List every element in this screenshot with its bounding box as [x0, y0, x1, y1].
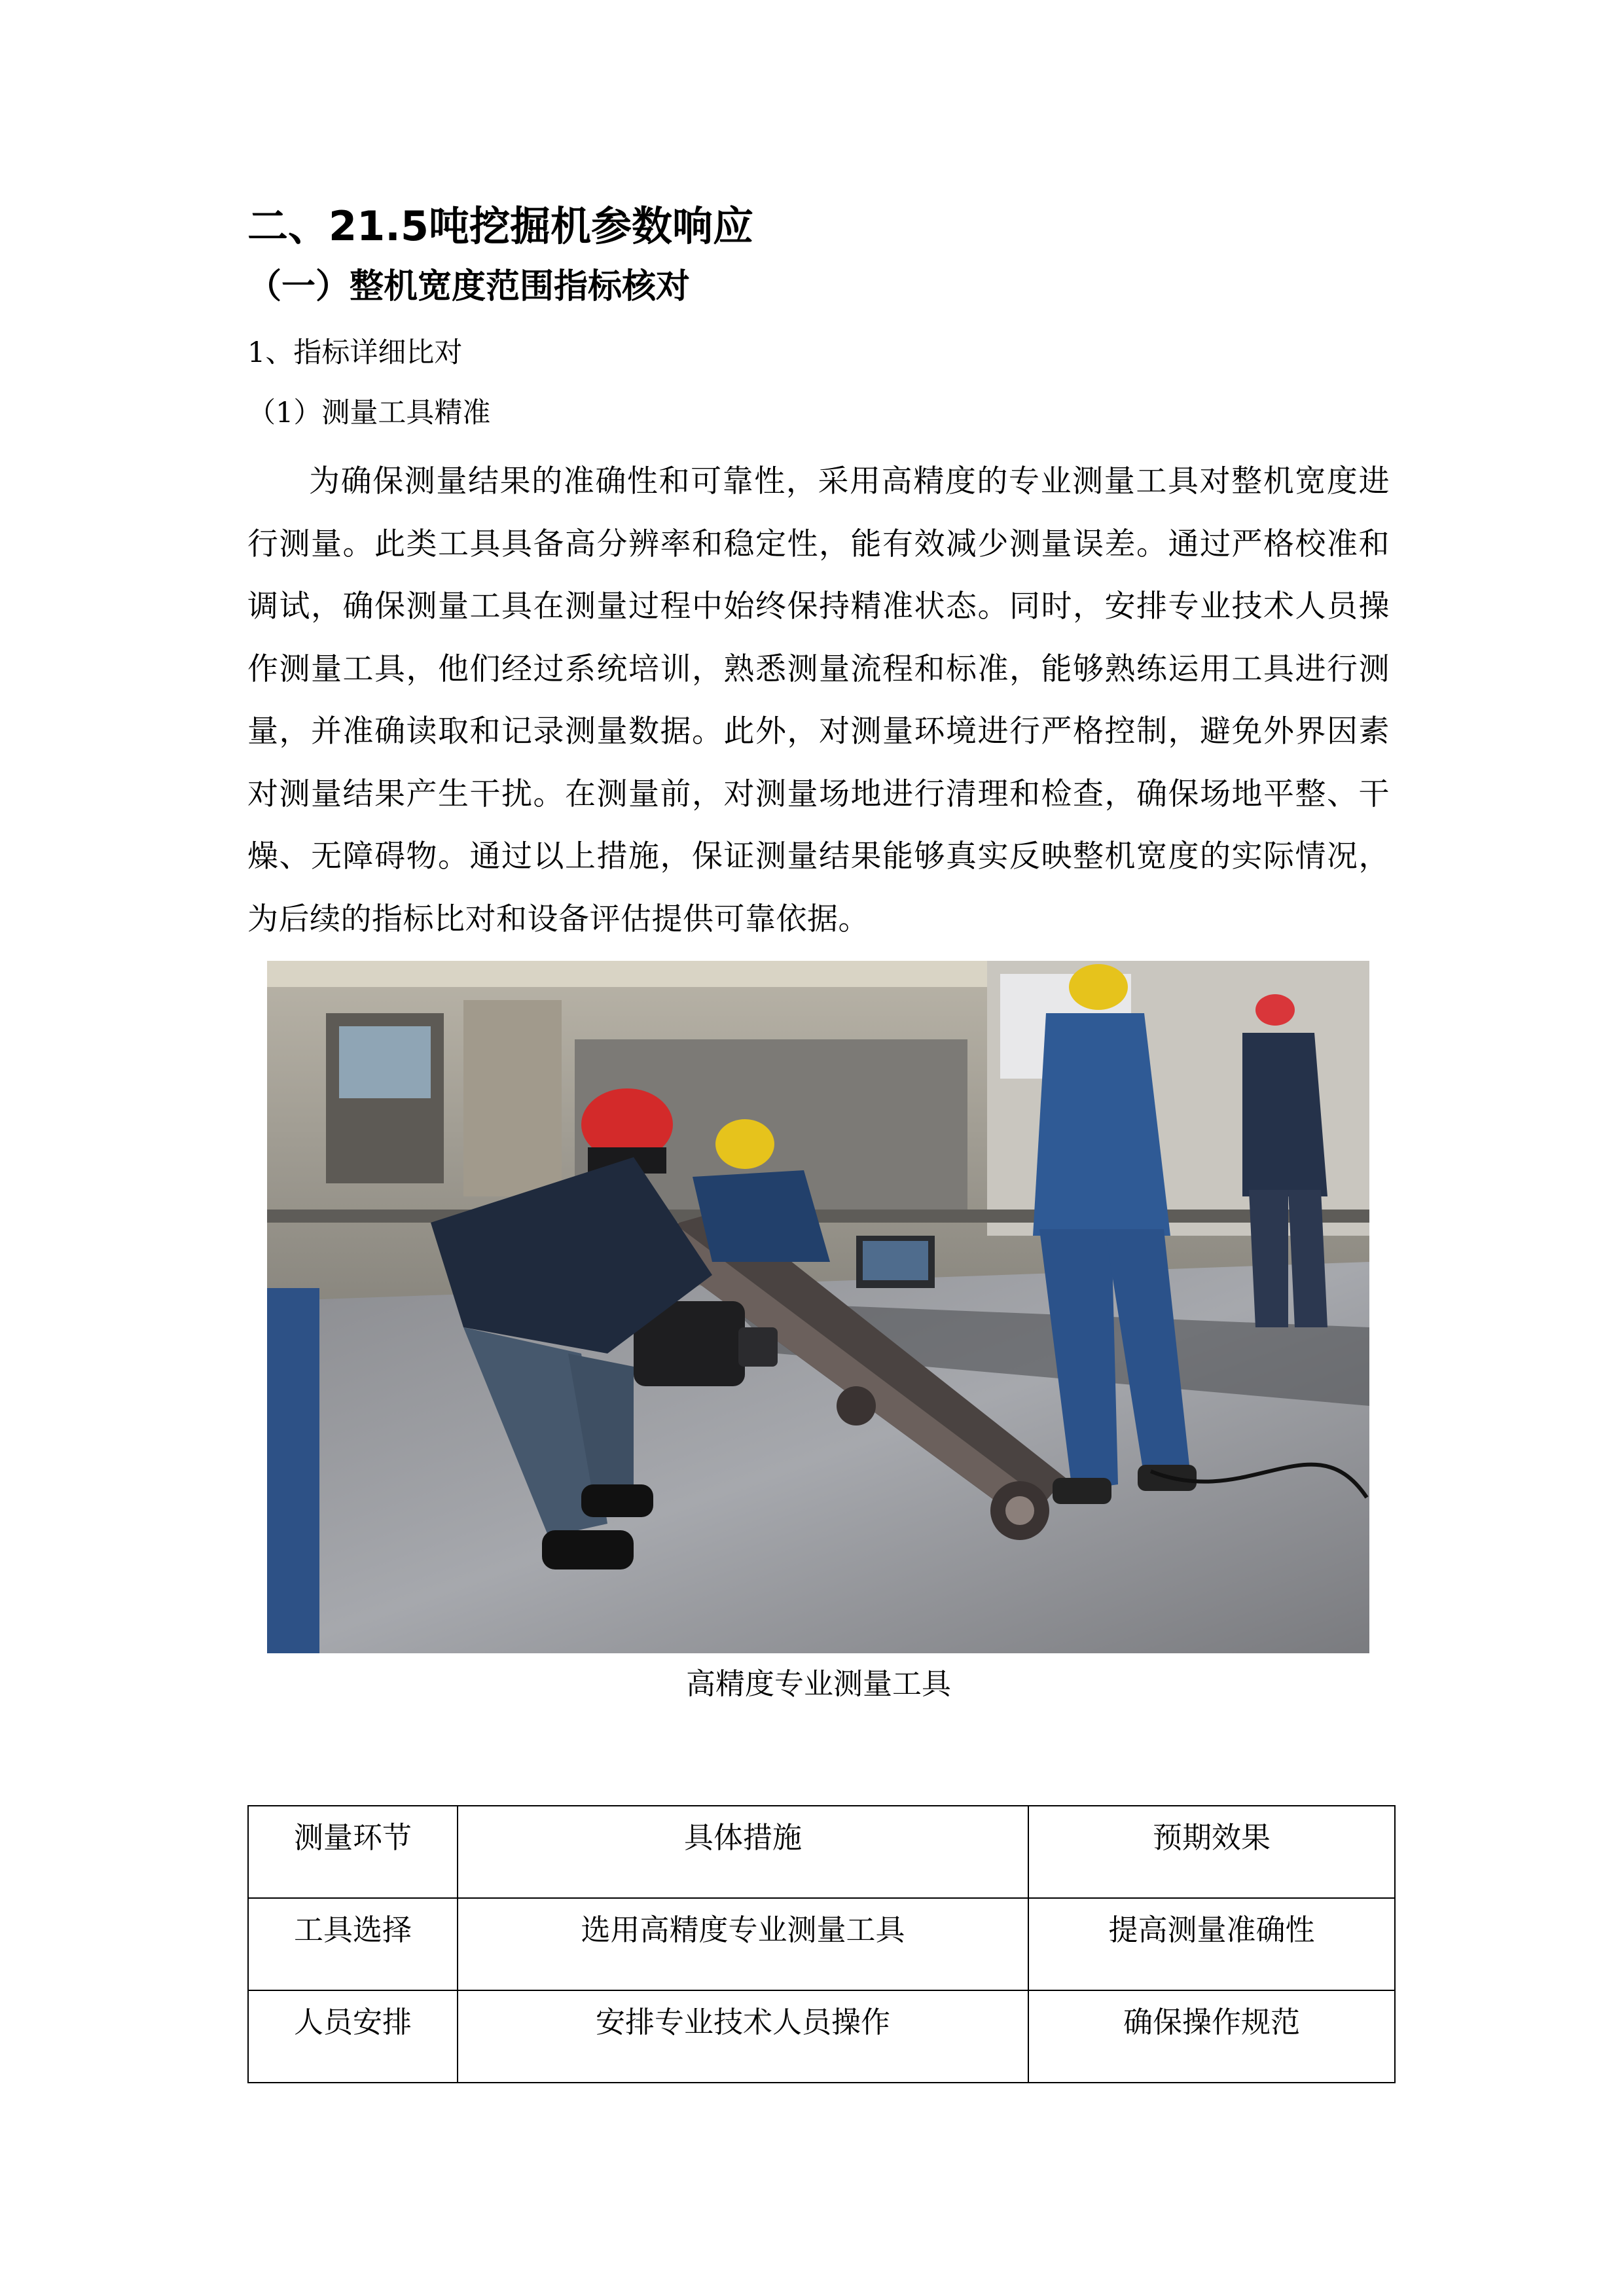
figure-caption: 高精度专业测量工具	[685, 1666, 951, 1701]
table-cell: 提高测量准确性	[1028, 1898, 1395, 1990]
table-header-row	[248, 1806, 1395, 1898]
table-cell: 人员安排	[248, 1990, 458, 2083]
section-heading: 二、21.5吨挖掘机参数响应	[247, 202, 753, 250]
table-header-cell: 测量环节	[248, 1806, 458, 1898]
table-cell: 选用高精度专业测量工具	[458, 1898, 1028, 1990]
table-row	[248, 1990, 1395, 2083]
subsection-heading: （一）整机宽度范围指标核对	[247, 266, 691, 306]
subitem-heading: （1）测量工具精准	[247, 397, 491, 429]
body-paragraph: 为确保测量结果的准确性和可靠性，采用高精度的专业测量工具对整机宽度进行测量。此类工具具备高分辨率和稳定性，能有效减少测量误差。通过严格校准和调试，确保测量工具在测量过程中始终保持精准状态。同时，安排专业技术人员操作测量工具，他们经过系统培训，熟悉测量流程和标准，能够熟练运用工具进行测量，并准确读取和记录测量数据。此外，对测量环境进行严格控制，避免外界因素对测量结果产生干扰。在测量前，对测量场地进行清理和检查，确保场地平整、干燥、无障碍物。通过以上措施，保证测量结果能够真实反映整机宽度的实际情况，为后续的指标比对和设备评估提供可靠依据。	[247, 463, 1390, 937]
measurement-table	[247, 1805, 1396, 2083]
table-cell: 工具选择	[248, 1898, 458, 1990]
table-header-cell: 预期效果	[1028, 1806, 1395, 1898]
item-heading: 1、指标详细比对	[247, 336, 463, 369]
table-cell: 确保操作规范	[1028, 1990, 1395, 2083]
table-header-cell: 具体措施	[458, 1806, 1028, 1898]
workshop-photo-illustration	[267, 961, 1369, 1653]
table-cell: 安排专业技术人员操作	[458, 1990, 1028, 2083]
measurement-photo	[267, 961, 1369, 1653]
table-row	[248, 1898, 1395, 1990]
